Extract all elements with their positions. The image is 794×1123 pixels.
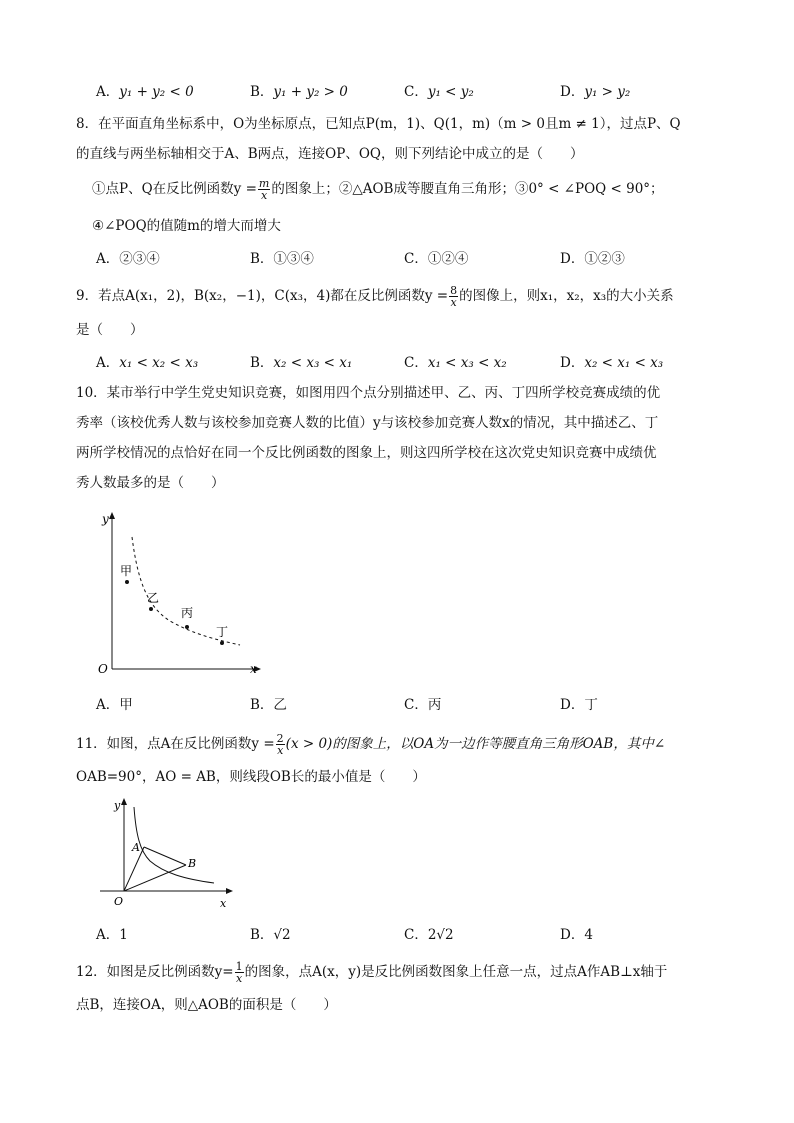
- q11-option-a: A．1: [96, 927, 128, 943]
- q10-label-ding: 丁: [216, 625, 229, 639]
- q11-y-label: y: [114, 799, 121, 812]
- q10-stem-line3: 两所学校情况的点恰好在同一个反比例函数的图象上，则这四所学校在这次党史知识竞赛中成绩优: [76, 445, 657, 461]
- q9-option-c: C．x₁ < x₃ < x₂: [404, 355, 507, 371]
- q10-label-yi: 乙: [147, 591, 160, 605]
- q11-label-a: A: [132, 841, 140, 854]
- q8-stem-line2: 的直线与两坐标轴相交于A、B两点，连接OP、OQ，则下列结论中成立的是（ ）: [76, 146, 584, 162]
- q11-x-label: x: [220, 897, 227, 910]
- q10-option-b: B．乙: [250, 697, 287, 713]
- q8-fraction: $\frac{m}{x}$: [258, 177, 270, 202]
- q10-option-d: D．丁: [560, 697, 598, 713]
- q8-option-c: C．①②④: [404, 251, 469, 267]
- q10-point-ding: [220, 641, 224, 645]
- q8-option-d: D．①②③: [560, 251, 625, 267]
- q10-y-label: y: [102, 512, 109, 526]
- q11-stem-line2: OAB=90°，AO = AB，则线段OB长的最小值是（ ）: [76, 769, 426, 785]
- q8-stem-line4: ④∠POQ的值随m的增大而增大: [92, 218, 281, 234]
- q11-segment-ob: [124, 865, 186, 891]
- q11-option-c: C．2√2: [404, 927, 454, 943]
- q9-fraction: $\frac{8}{x}$: [450, 284, 458, 309]
- q11-origin-label: O: [114, 895, 124, 908]
- q9-option-d: D．x₂ < x₁ < x₃: [560, 355, 664, 371]
- q10-x-label: x: [250, 662, 257, 676]
- q11-segment-ab: [144, 847, 186, 865]
- q12-fraction: $\frac{1}{x}$: [235, 960, 243, 985]
- q7-option-a: A．y₁ + y₂ < 0: [96, 84, 194, 100]
- q10-label-jia: 甲: [120, 564, 133, 578]
- q10-point-jia: [125, 580, 129, 584]
- q11-stem-line1: 11．如图，点A在反比例函数y = $\frac{2}{x}$ (x > 0)的图象上，以OA为一边作等腰直角三角形OAB，其中∠: [76, 732, 666, 757]
- q12-stem-line1: 12．如图是反比例函数y= $\frac{1}{x}$ 的图象，点A(x，y)是反比例函数图象上任意一点，过点A作AB⊥x轴于: [76, 960, 668, 985]
- q10-stem-line1: 10．某市举行中学生党史知识竞赛，如图用四个点分别描述甲、乙、丙、丁四所学校竞赛成绩的优: [76, 385, 661, 401]
- q7-option-d: D．y₁ > y₂: [560, 84, 631, 100]
- q11-option-b: B．√2: [250, 927, 291, 943]
- q8-stem-line1: 8．在平面直角坐标系中，O为坐标原点，已知点P(m，1)、Q(1，m)（m > 0且m ≠ 1），过点P、Q: [76, 116, 681, 132]
- q11-label-b: B: [188, 857, 197, 870]
- q12-stem-line2: 点B，连接OA，则△AOB的面积是（ ）: [76, 997, 337, 1013]
- q9-option-b: B．x₂ < x₃ < x₁: [250, 355, 353, 371]
- q7-option-c: C．y₁ < y₂: [404, 84, 474, 100]
- q10-stem-line4: 秀人数最多的是（ ）: [76, 475, 225, 491]
- q11-hyperbola-curve: [134, 807, 214, 883]
- q9-stem-line2: 是（ ）: [76, 322, 144, 338]
- q8-option-a: A．②③④: [96, 251, 160, 267]
- q8-stem-line3: ①点P、Q在反比例函数y = $\frac{m}{x}$ 的图象上；②△AOB成等腰直角三角形；③0° < ∠POQ < 90°；: [92, 177, 664, 202]
- q8-option-b: B．①③④: [250, 251, 314, 267]
- q7-option-b: B．y₁ + y₂ > 0: [250, 84, 348, 100]
- q11-figure: [92, 795, 242, 913]
- q10-option-a: A．甲: [96, 697, 133, 713]
- q10-option-c: C．丙: [404, 697, 442, 713]
- q10-origin-label: O: [98, 662, 108, 676]
- q10-stem-line2: 秀率（该校优秀人数与该校参加竞赛人数的比值）y与该校参加竞赛人数x的情况，其中描述乙、丁: [76, 415, 659, 431]
- q9-stem-line1: 9．若点A(x₁，2)，B(x₂，−1)，C(x₃，4)都在反比例函数y = $\frac{8}{x}$ 的图像上，则x₁，x₂，x₃的大小关系: [76, 284, 674, 309]
- q9-option-a: A．x₁ < x₂ < x₃: [96, 355, 199, 371]
- q10-point-yi: [149, 607, 153, 611]
- q11-fraction: $\frac{2}{x}$: [276, 732, 284, 757]
- q10-figure: [90, 505, 270, 683]
- q10-label-bing: 丙: [181, 606, 194, 620]
- q10-point-bing: [185, 625, 189, 629]
- q11-option-d: D．4: [560, 927, 593, 943]
